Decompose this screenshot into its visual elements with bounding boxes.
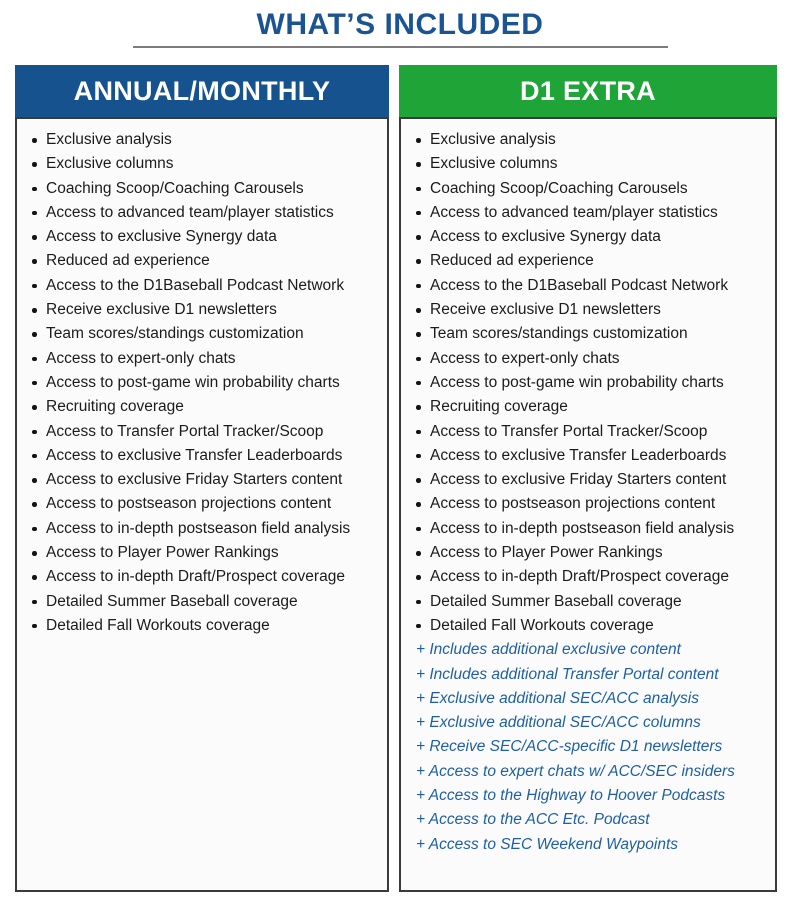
comparison-columns [15,65,800,892]
column-annual-monthly [15,65,389,892]
feature-item: Access to in-depth Draft/Prospect coverage [430,565,773,589]
d1-extra-body [399,117,777,892]
column-d1-extra [399,65,777,892]
feature-item: Exclusive analysis [430,128,773,152]
feature-item: Team scores/standings customization [46,322,385,346]
feature-item: Recruiting coverage [430,395,773,419]
feature-item: Reduced ad experience [430,249,773,273]
annual-monthly-body [15,117,389,892]
feature-item: Access to expert-only chats [46,347,385,371]
feature-item: Access to the D1Baseball Podcast Network [430,274,773,298]
feature-item: Access to Player Power Rankings [46,541,385,565]
feature-item: Access to in-depth Draft/Prospect coverage [46,565,385,589]
d1-extra-feature-list [401,128,775,638]
feature-item: Access to advanced team/player statistics [46,201,385,225]
feature-item: Recruiting coverage [46,395,385,419]
annual-monthly-feature-list [17,128,387,638]
feature-item: Exclusive columns [430,152,773,176]
page-title: WHAT’S INCLUDED [256,8,544,41]
feature-item: Access to expert-only chats [430,347,773,371]
feature-item: Team scores/standings customization [430,322,773,346]
feature-item: Access to exclusive Synergy data [430,225,773,249]
feature-item: Receive exclusive D1 newsletters [430,298,773,322]
feature-item: Access to exclusive Friday Starters content [46,468,385,492]
extra-feature-item: + Exclusive additional SEC/ACC analysis [416,689,700,707]
feature-item: Access to exclusive Transfer Leaderboards [430,444,773,468]
d1-extra-header: D1 EXTRA [399,65,777,117]
feature-item: Access to Transfer Portal Tracker/Scoop [46,420,385,444]
extra-feature-item: + Includes additional exclusive content [416,641,681,659]
title-underline [133,46,668,48]
feature-item: Exclusive columns [46,152,385,176]
feature-item: Access to post-game win probability charts [430,371,773,395]
feature-item: Exclusive analysis [46,128,385,152]
feature-item: Access to in-depth postseason field analysis [46,517,385,541]
feature-item: Access to Player Power Rankings [430,541,773,565]
feature-item: Detailed Summer Baseball coverage [46,590,385,614]
feature-item: Access to exclusive Transfer Leaderboards [46,444,385,468]
feature-item: Detailed Fall Workouts coverage [430,614,773,638]
feature-item: Coaching Scoop/Coaching Carousels [430,177,773,201]
feature-item: Receive exclusive D1 newsletters [46,298,385,322]
feature-item: Access to in-depth postseason field analysis [430,517,773,541]
feature-item: Access to exclusive Synergy data [46,225,385,249]
extra-feature-item: + Access to expert chats w/ ACC/SEC insiders [416,762,735,780]
feature-item: Access to post-game win probability charts [46,371,385,395]
feature-item: Access to the D1Baseball Podcast Network [46,274,385,298]
extra-feature-item: + Exclusive additional SEC/ACC columns [416,714,701,732]
extra-feature-item: + Includes additional Transfer Portal content [416,665,719,683]
feature-item: Access to exclusive Friday Starters content [430,468,773,492]
extra-feature-item: + Access to the Highway to Hoover Podcasts [416,787,726,805]
feature-item: Detailed Summer Baseball coverage [430,590,773,614]
feature-item: Access to postseason projections content [430,492,773,516]
feature-item: Access to advanced team/player statistics [430,201,773,225]
extra-feature-item: + Receive SEC/ACC-specific D1 newsletters [416,738,723,756]
annual-monthly-header: ANNUAL/MONTHLY [15,65,389,117]
extra-feature-item: + Access to the ACC Etc. Podcast [416,811,650,829]
d1-extra-additional-list [401,638,775,857]
feature-item: Detailed Fall Workouts coverage [46,614,385,638]
feature-item: Access to postseason projections content [46,492,385,516]
feature-item: Reduced ad experience [46,249,385,273]
extra-feature-item: + Access to SEC Weekend Waypoints [416,835,679,853]
feature-item: Access to Transfer Portal Tracker/Scoop [430,420,773,444]
feature-item: Coaching Scoop/Coaching Carousels [46,177,385,201]
